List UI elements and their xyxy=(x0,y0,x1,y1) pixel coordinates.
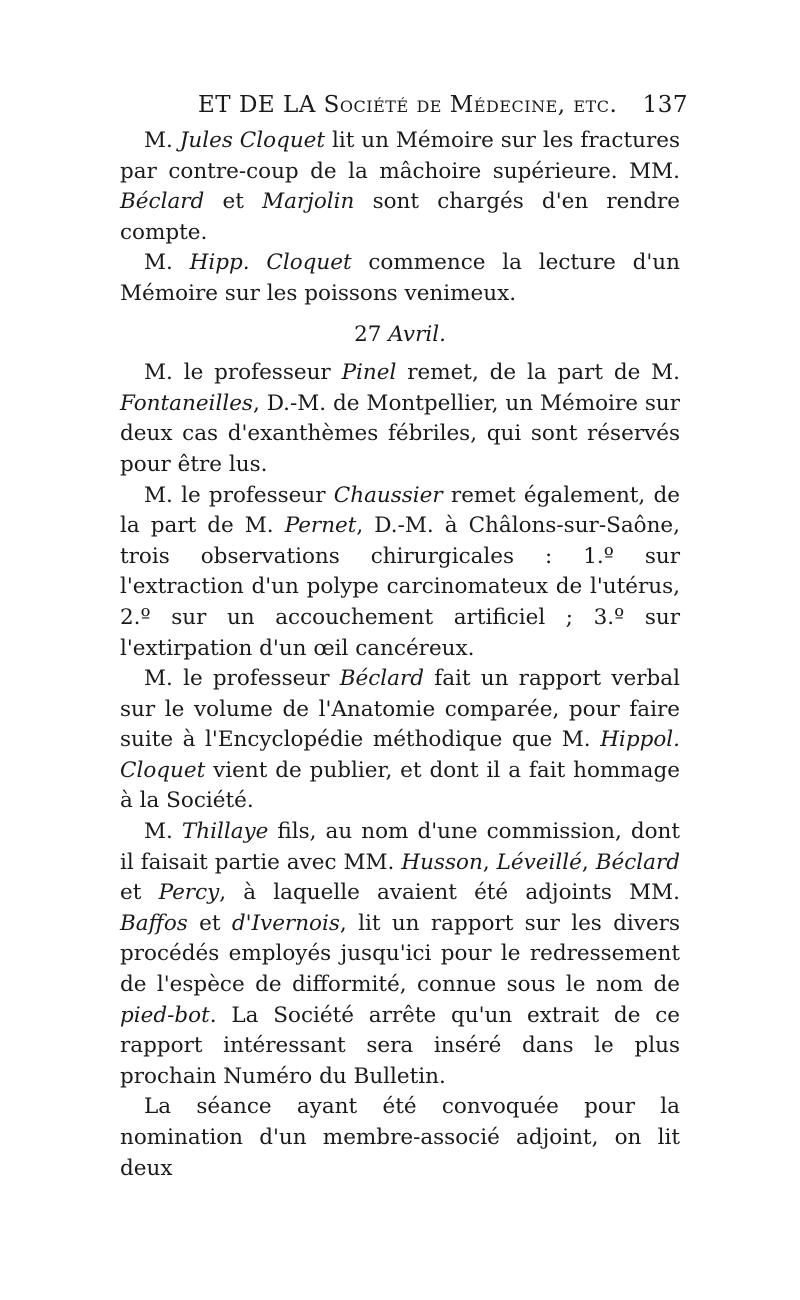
italic-name: Hipp. Cloquet xyxy=(189,250,352,276)
paragraph xyxy=(120,358,680,480)
text-run: 27 xyxy=(354,321,389,347)
paragraph xyxy=(120,1092,680,1184)
italic-name: Marjolin xyxy=(262,189,355,215)
italic-name: Hippol. Cloquet xyxy=(120,727,680,783)
italic-name: pied-bot xyxy=(120,1002,210,1028)
running-head: ET DE LA Société de Médecine, etc. xyxy=(198,92,618,118)
italic-name: Chaussier xyxy=(333,482,443,508)
text-run: M. xyxy=(144,250,190,276)
text-run: , xyxy=(482,849,497,875)
italic-name: Béclard xyxy=(595,849,680,875)
text-run: fils, au nom d'une commission, dont il faisait partie avec MM. xyxy=(120,819,681,875)
text-run: remet, de la part de M. xyxy=(396,360,680,386)
text-run: M. le professeur xyxy=(144,360,342,386)
text-run: M. xyxy=(144,819,182,845)
text-run: , lit un rapport sur les divers procédés employés jusqu'ici pour le redressement de l'espèce de difformité, connue sous le nom de xyxy=(120,910,680,998)
paragraph xyxy=(120,126,680,248)
paragraph xyxy=(120,481,680,665)
text-run: commence la lecture d'un Mémoire sur les poissons venimeux. xyxy=(120,250,680,306)
text-run: . La Société arrête qu'un extrait de ce rapport intéressant sera inséré dans le plus prochain Numéro du Bulletin. xyxy=(120,1002,680,1089)
italic-name: Béclard xyxy=(120,189,205,215)
italic-name: Pernet xyxy=(284,513,357,539)
text-run: vient de publier, et dont il a fait hommage à la Société. xyxy=(120,757,680,814)
text-run: , D.-M. de Montpellier, un Mémoire sur deux cas d'exanthèmes fébriles, qui sont réservés pour être lus. xyxy=(120,390,680,477)
paragraph xyxy=(120,664,680,817)
text-run: M. xyxy=(144,128,180,153)
italic-name: Béclard xyxy=(339,666,425,692)
italic-name: Pinel xyxy=(341,360,397,386)
text-run: sont chargés d'en rendre compte. xyxy=(120,189,680,245)
italic-name: Percy xyxy=(158,880,220,906)
running-header xyxy=(198,92,688,118)
paragraph xyxy=(120,817,680,1092)
text-run: lit un Mémoire sur les fractures par contre-coup de la mâchoire supérieure. MM. xyxy=(120,128,680,184)
italic-name: Avril. xyxy=(388,321,446,347)
text-run: , D.-M. à Châlons-sur-Saône, trois observations chirurgicales : 1.º sur l'extraction d'un polype carcinomateux de l'utérus, 2.º sur un accouchement artificiel ; 3.º sur l'extirpation d'un œil cancéreux. xyxy=(120,513,680,661)
text-run: fait un rapport verbal sur le volume de l'Anatomie comparée, pour faire suite à l'Encyclopédie méthodique que M. xyxy=(120,666,680,753)
italic-name: Léveillé xyxy=(496,849,582,875)
text-run: et xyxy=(120,880,159,906)
italic-name: d'Ivernois xyxy=(231,910,340,936)
body-text xyxy=(120,126,680,1184)
text-run: La séance ayant été convoquée pour la nomination d'un membre-associé adjoint, on lit deux xyxy=(120,1094,680,1181)
italic-name: Jules Cloquet xyxy=(179,128,326,153)
text-run: remet également, de la part de M. xyxy=(120,482,680,539)
text-run: M. le professeur xyxy=(144,666,340,692)
italic-name: Thillaye xyxy=(181,819,269,845)
paragraph xyxy=(120,248,680,309)
text-run: M. le professeur xyxy=(144,482,334,508)
italic-name: Husson xyxy=(401,849,483,875)
italic-name: Baffos xyxy=(120,910,188,936)
text-run: , xyxy=(581,849,596,875)
text-run: , à laquelle avaient été adjoints MM. xyxy=(219,880,680,906)
date-heading xyxy=(120,320,680,351)
text-run: et xyxy=(187,910,232,936)
text-run: et xyxy=(204,189,263,215)
page-number: 137 xyxy=(642,92,688,118)
italic-name: Fontaneilles xyxy=(120,390,253,416)
